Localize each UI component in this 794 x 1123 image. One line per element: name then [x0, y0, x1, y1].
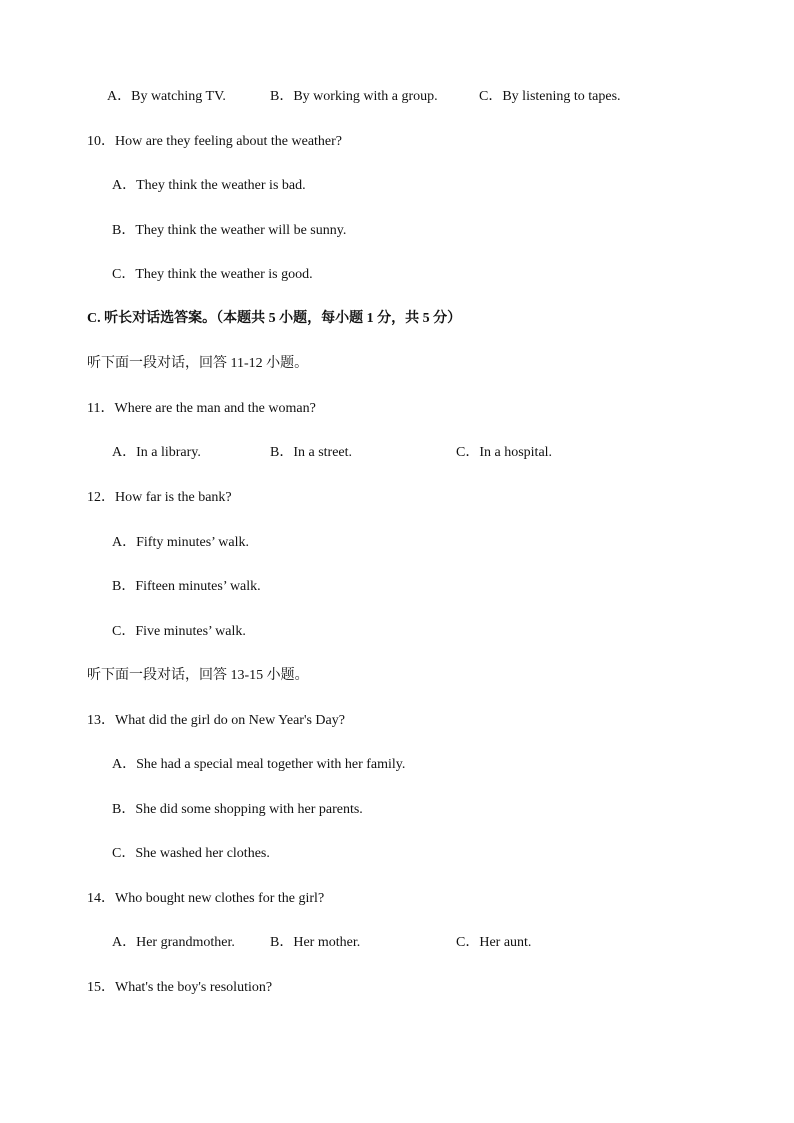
question-10-option-a: A．They think the weather is bad. — [112, 178, 306, 193]
question-14-options-row — [0, 934, 794, 952]
question-14-option-a: A．Her grandmother. — [112, 935, 235, 950]
question-13-option-b: B．She did some shopping with her parents. — [112, 802, 363, 817]
question-15-stem: 15．What's the boy's resolution? — [87, 980, 273, 995]
section-c-instruction-1: 听下面一段对话，回答 11-12 小题。 — [87, 356, 309, 371]
question-12-option-a: A．Fifty minutes’ walk. — [112, 535, 250, 550]
question-10-option-b: B．They think the weather will be sunny. — [112, 223, 347, 238]
prev-question-options-row — [0, 88, 794, 106]
question-13-option-c: C．She washed her clothes. — [112, 846, 270, 861]
question-14-option-b: B．Her mother. — [270, 935, 361, 950]
question-11-options-row — [0, 444, 794, 462]
question-10-stem: 10．How are they feeling about the weather? — [87, 134, 343, 149]
question-12-option-b: B．Fifteen minutes’ walk. — [112, 579, 261, 594]
question-11-stem: 11．Where are the man and the woman? — [87, 401, 316, 416]
section-c-heading: C. 听长对话选答案。（本题共 5 小题，每小题 1 分，共 5 分） — [87, 311, 462, 326]
question-12-option-c: C．Five minutes’ walk. — [112, 624, 246, 639]
option-b: B．By working with a group. — [270, 89, 438, 104]
question-14-stem: 14．Who bought new clothes for the girl? — [87, 891, 325, 906]
option-a: A．By watching TV. — [107, 89, 226, 104]
section-c-instruction-2: 听下面一段对话，回答 13-15 小题。 — [87, 668, 309, 683]
question-11-option-c: C．In a hospital. — [456, 445, 553, 460]
option-c: C．By listening to tapes. — [479, 89, 621, 104]
question-10-option-c: C．They think the weather is good. — [112, 267, 313, 282]
question-14-option-c: C．Her aunt. — [456, 935, 532, 950]
question-11-option-a: A．In a library. — [112, 445, 201, 460]
question-11-option-b: B．In a street. — [270, 445, 353, 460]
question-13-option-a: A．She had a special meal together with her family. — [112, 757, 406, 772]
question-13-stem: 13．What did the girl do on New Year's Day? — [87, 713, 345, 728]
question-12-stem: 12．How far is the bank? — [87, 490, 232, 505]
